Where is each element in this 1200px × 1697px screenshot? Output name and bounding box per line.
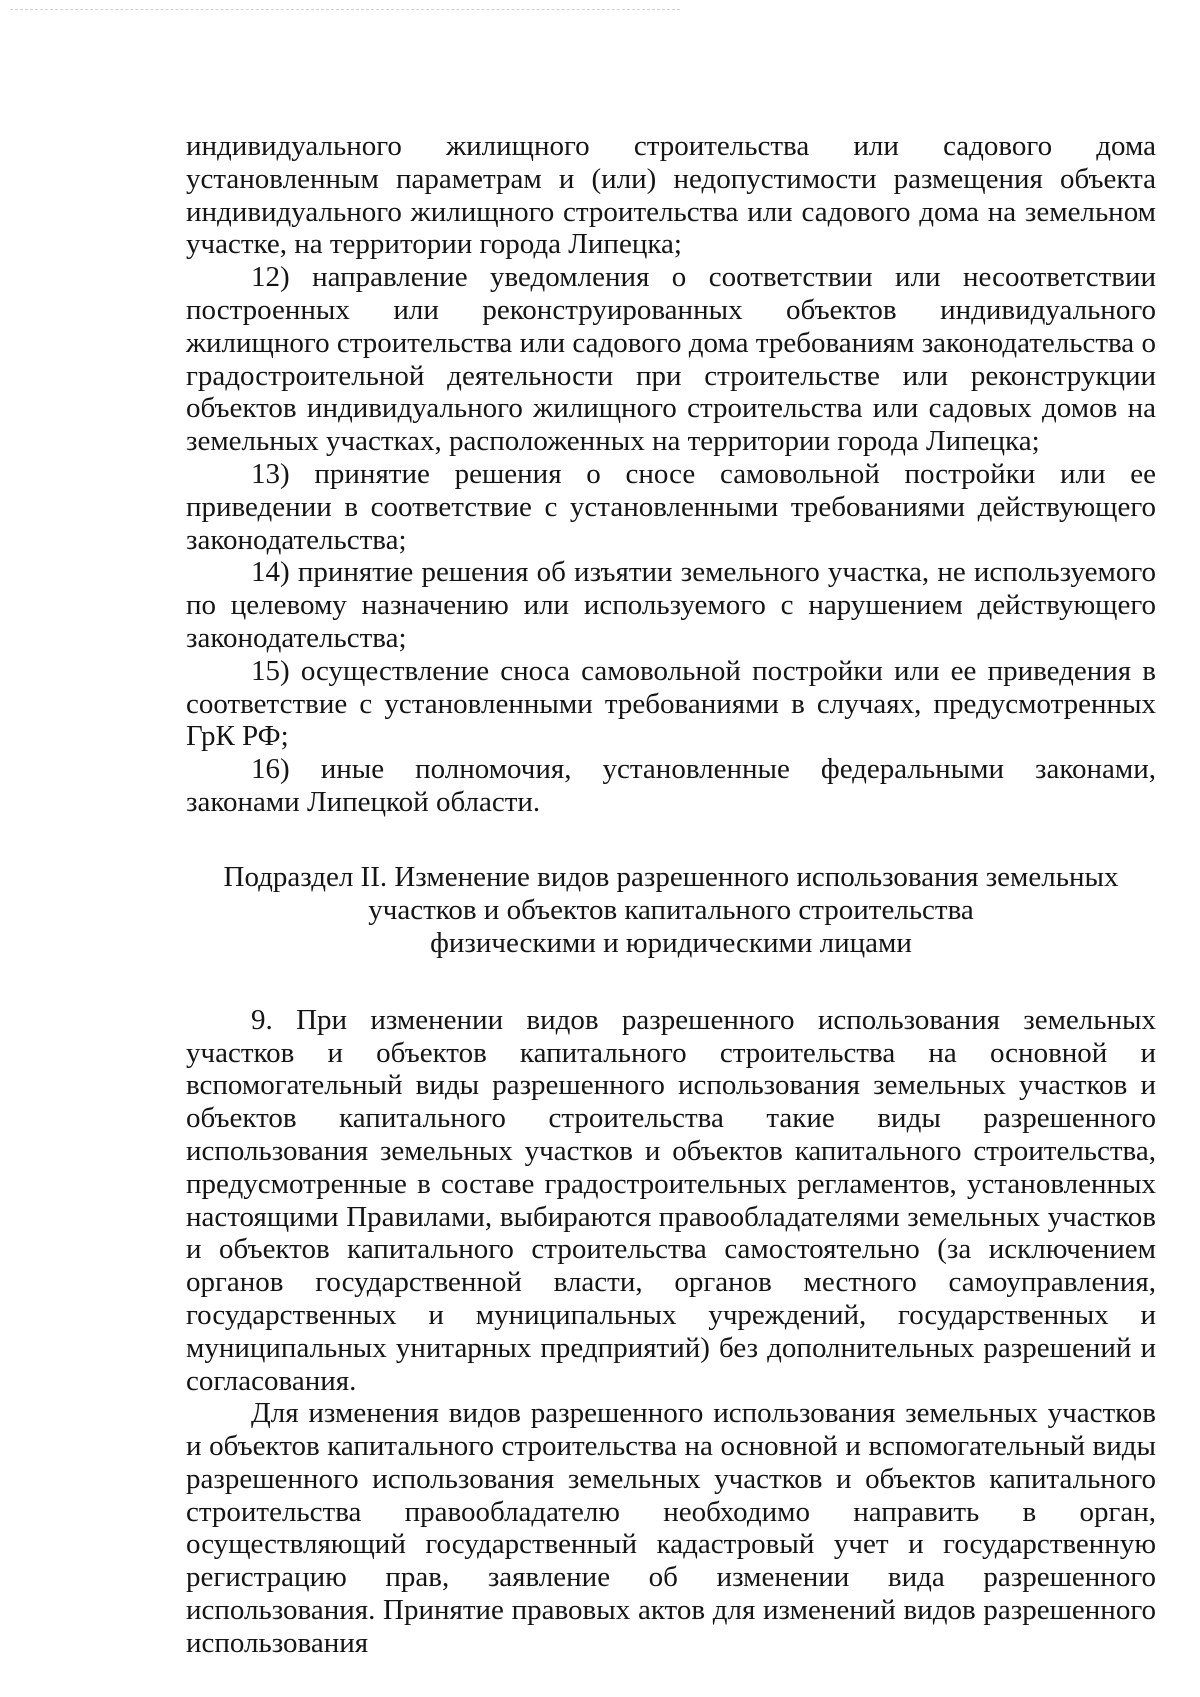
heading-line-1: Подраздел II. Изменение видов разрешенного использования земельных	[223, 860, 1119, 893]
paragraph-change-procedure: Для изменения видов разрешенного использования земельных участков и объектов капитального строительства на основной и вспомогательный виды разрешенного использования земельных участков и объектов капитального строительства правообладателю необходимо направить в орган, осуществляющий государственный кадастровый учет и государственную регистрацию прав, заявление об изменении вида разрешенного использования. Принятие правовых актов для изменений видов разрешенного использования	[186, 1397, 1156, 1659]
list-item-12: 12) направление уведомления о соответствии или несоответствии построенных или реконструированных объектов индивидуального жилищного строительства или садового дома требованиям законодательства о градостроительной деятельности при строительстве или реконструкции объектов индивидуального жилищного строительства или садовых домов на земельных участках, расположенных на территории города Липецка;	[186, 261, 1156, 458]
heading-line-2: участков и объектов капитального строительства	[368, 893, 974, 926]
list-item-16: 16) иные полномочия, установленные федеральными законами, законами Липецкой области.	[186, 753, 1156, 818]
document-page	[186, 130, 1156, 1660]
list-item-15: 15) осуществление сноса самовольной постройки или ее приведения в соответствие с установленными требованиями в случаях, предусмотренных ГрК РФ;	[186, 654, 1156, 753]
section-heading	[186, 861, 1156, 960]
paragraph-9: 9. При изменении видов разрешенного использования земельных участков и объектов капитального строительства на основной и вспомогательный виды разрешенного использования земельных участков и объектов капитального строительства такие виды разрешенного использования земельных участков и объектов капитального строительства, предусмотренные в составе градостроительных регламентов, установленных настоящими Правилами, выбираются правообладателями земельных участков и объектов капитального строительства самостоятельно (за исключением органов государственной власти, органов местного самоуправления, государственных и муниципальных учреждений, государственных и муниципальных унитарных предприятий) без дополнительных разрешений и согласования.	[186, 1003, 1156, 1397]
heading-line-3: физическими и юридическими лицами	[430, 926, 912, 959]
list-item-14: 14) принятие решения об изъятии земельного участка, не используемого по целевому назначению или используемого с нарушением действующего законодательства;	[186, 556, 1156, 654]
paragraph-continuation: индивидуального жилищного строительства или садового дома установленным параметрам и (или) недопустимости размещения объекта индивидуального жилищного строительства или садового дома на земельном участке, на территории города Липецка;	[186, 130, 1156, 261]
scan-edge-line	[10, 9, 680, 10]
list-item-13: 13) принятие решения о сносе самовольной постройки или ее приведении в соответствие с установленными требованиями действующего законодательства;	[186, 457, 1156, 556]
